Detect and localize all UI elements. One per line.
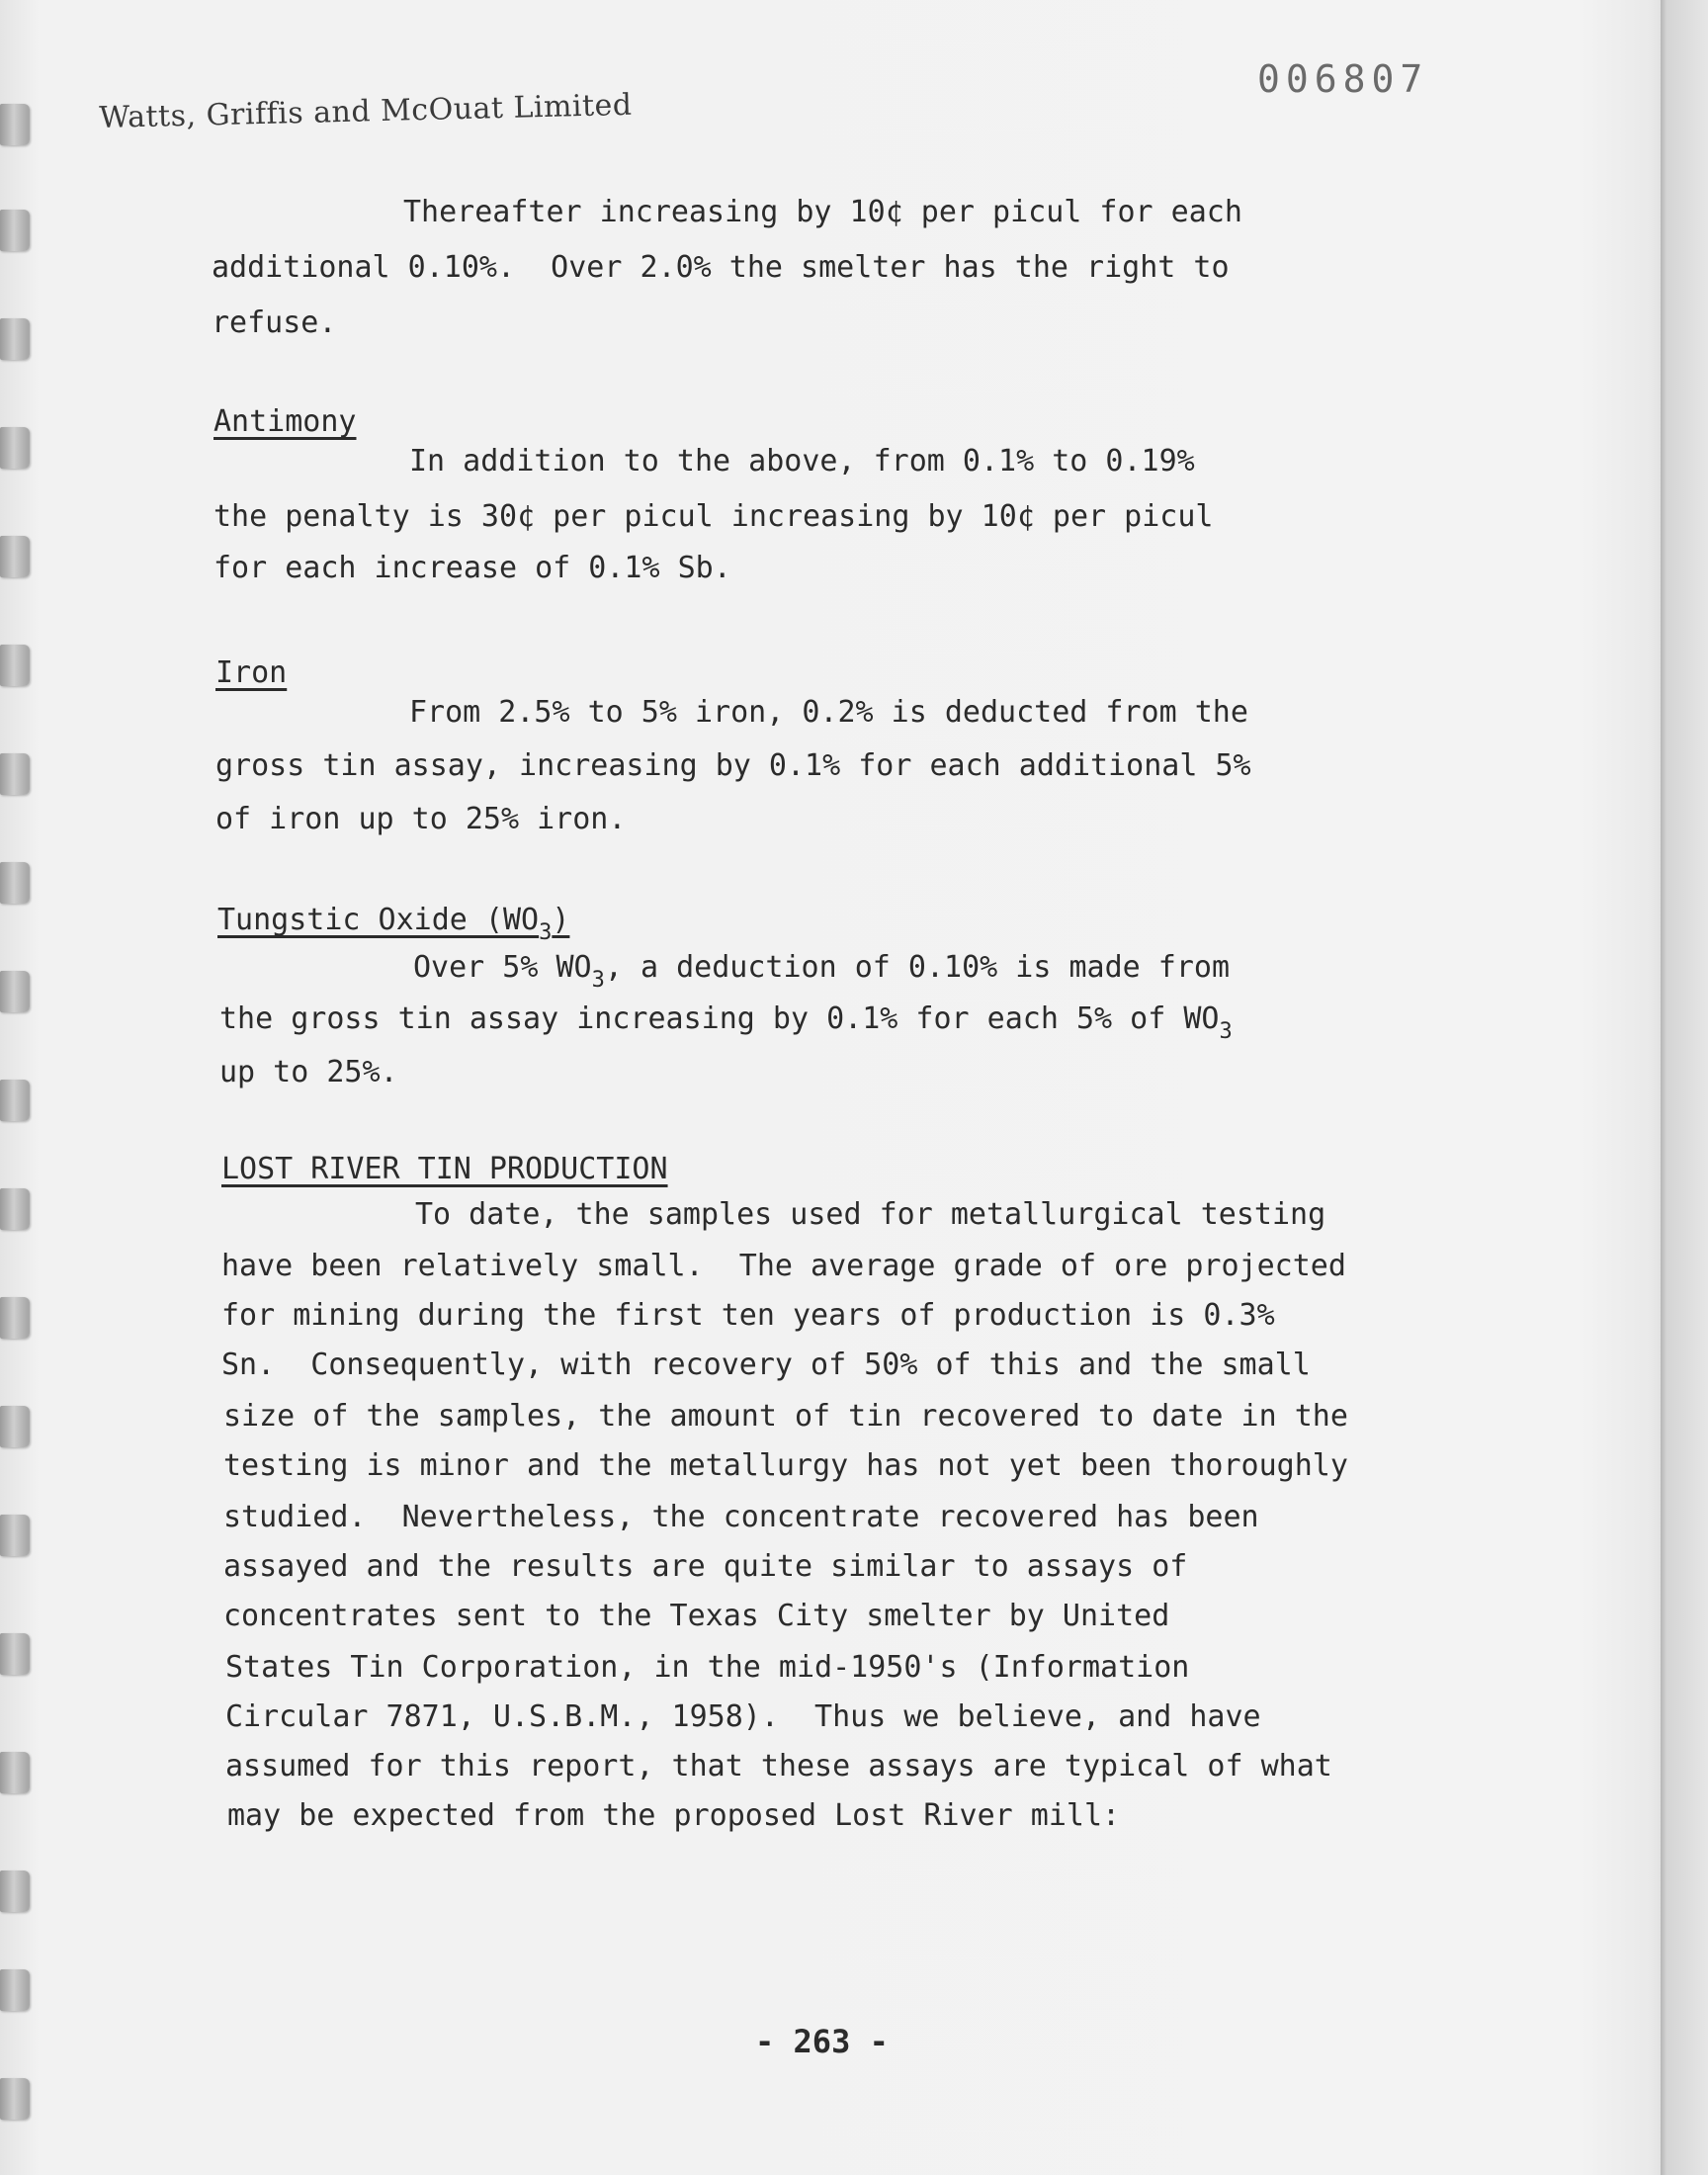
spiral-binding xyxy=(0,0,34,2175)
paragraph-line: Thereafter increasing by 10¢ per picul for each xyxy=(403,195,1242,229)
paragraph-line: In addition to the above, from 0.1% to 0.19% xyxy=(409,444,1195,478)
paragraph-line: Sn. Consequently, with recovery of 50% of this and the small xyxy=(221,1348,1311,1382)
binding-hole xyxy=(0,1515,30,1556)
binding-hole xyxy=(0,210,30,251)
paragraph-line: for each increase of 0.1% Sb. xyxy=(214,551,731,585)
paragraph-line: From 2.5% to 5% iron, 0.2% is deducted from the xyxy=(409,695,1248,730)
document-number: 006807 xyxy=(1257,57,1429,101)
paragraph-line: Circular 7871, U.S.B.M., 1958). Thus we believe, and have xyxy=(225,1699,1261,1734)
binding-hole xyxy=(0,104,30,145)
binding-hole xyxy=(0,1297,30,1339)
binding-hole xyxy=(0,971,30,1012)
binding-hole xyxy=(0,1969,30,2011)
binding-hole xyxy=(0,862,30,904)
binding-hole xyxy=(0,1870,30,1912)
paragraph-line: States Tin Corporation, in the mid-1950's (Information xyxy=(225,1650,1190,1685)
section-heading-iron: Iron xyxy=(215,655,288,690)
paragraph-line: To date, the samples used for metallurgical testing xyxy=(415,1197,1326,1232)
binding-hole xyxy=(0,427,30,469)
binding-hole xyxy=(0,1752,30,1793)
paragraph-line: Over 5% $WO_3$, a deduction of 0.10% is made from xyxy=(413,950,1231,993)
paragraph-line: up to 25%. xyxy=(219,1055,398,1089)
binding-hole xyxy=(0,1406,30,1447)
paragraph-line: refuse. xyxy=(212,305,337,340)
binding-hole xyxy=(0,753,30,795)
paragraph-line: concentrates sent to the Texas City smelter by United xyxy=(223,1599,1170,1633)
paragraph-line: assayed and the results are quite similar to assays of xyxy=(223,1549,1188,1584)
page-number: - 263 - xyxy=(755,2023,889,2060)
paragraph-line: the penalty is 30¢ per picul increasing by 10¢ per picul xyxy=(214,499,1214,534)
binding-hole xyxy=(0,1633,30,1675)
paragraph-line: testing is minor and the metallurgy has not yet been thoroughly xyxy=(223,1448,1348,1483)
binding-hole xyxy=(0,645,30,686)
section-heading-production: LOST RIVER TIN PRODUCTION xyxy=(221,1152,668,1186)
letterhead: Watts, Griffis and McOuat Limited xyxy=(99,87,633,135)
paragraph-line: have been relatively small. The average grade of ore projected xyxy=(221,1249,1346,1283)
paragraph-line: may be expected from the proposed Lost River mill: xyxy=(227,1798,1121,1833)
paragraph-line: size of the samples, the amount of tin recovered to date in the xyxy=(223,1399,1348,1434)
binding-hole xyxy=(0,2078,30,2120)
paragraph-line: of iron up to 25% iron. xyxy=(215,802,627,836)
binding-hole xyxy=(0,1188,30,1230)
paragraph-line: the gross tin assay increasing by 0.1% for each 5% of $WO_3$ xyxy=(219,1001,1233,1044)
binding-hole xyxy=(0,536,30,577)
binding-hole xyxy=(0,1080,30,1121)
paragraph-line: gross tin assay, increasing by 0.1% for each additional 5% xyxy=(215,748,1251,783)
paragraph-line: for mining during the first ten years of production is 0.3% xyxy=(221,1298,1275,1333)
binding-hole xyxy=(0,318,30,360)
section-heading-tungstic-oxide: Tungstic Oxide $(WO_3)$ xyxy=(217,903,570,945)
page-edge-shadow xyxy=(1661,0,1708,2175)
paragraph-line: assumed for this report, that these assays are typical of what xyxy=(225,1749,1332,1784)
paragraph-line: studied. Nevertheless, the concentrate recovered has been xyxy=(223,1500,1259,1534)
section-heading-antimony: Antimony xyxy=(214,404,357,439)
paragraph-line: additional 0.10%. Over 2.0% the smelter has the right to xyxy=(212,250,1230,285)
